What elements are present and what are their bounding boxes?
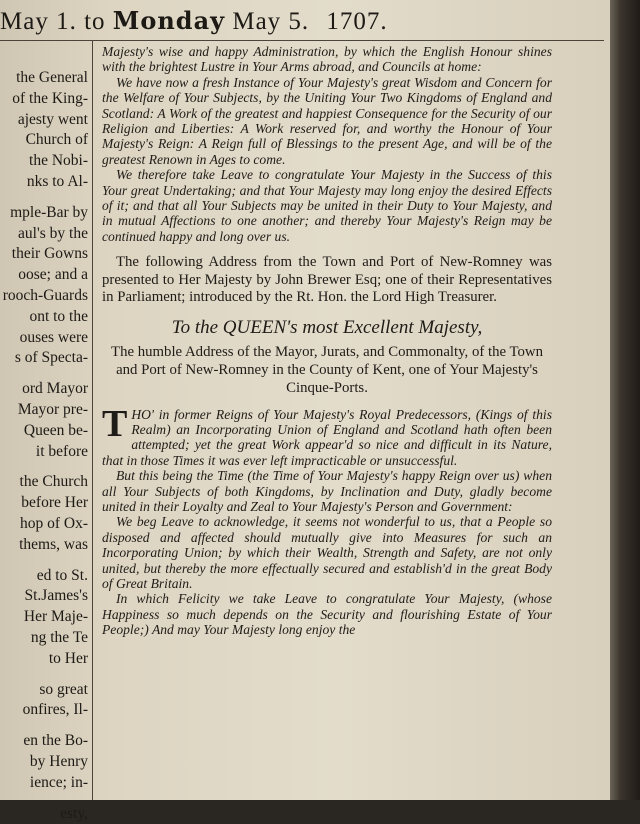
address-heading: To the QUEEN's most Excellent Majesty,	[102, 317, 552, 339]
left-column	[0, 68, 88, 824]
left-column-line: ience; in-	[0, 773, 88, 794]
address-paragraph-7: In which Felicity we take Leave to congratulate Your Majesty, (whose Happiness so much depends on the Security and flourishing Estate of Your People;) And may Your Majesty long enjoy the	[102, 591, 552, 637]
left-column-line: by Henry	[0, 752, 88, 773]
left-column-line: ajesty went	[0, 110, 88, 131]
left-column-line: aul's by the	[0, 224, 88, 245]
left-column-line: mple-Bar by	[0, 203, 88, 224]
left-column-line: Queen be-	[0, 421, 88, 442]
address-paragraph-6: We beg Leave to acknowledge, it seems not wonderful to us, that a People so disposed and affected should mutually give into Measures for such an Incorporating Union; by which their Wealth, Strength and Safety, are not only united, but thereby the more effectually secured and establish'd in the great Body of Great Britain.	[102, 514, 552, 591]
left-column-line: Mayor pre-	[0, 400, 88, 421]
left-column-line: it before	[0, 442, 88, 463]
left-column-gap	[0, 721, 88, 731]
date-end: May 5.	[232, 8, 309, 35]
drop-cap: T	[102, 409, 127, 439]
column-rule	[92, 41, 93, 800]
date-start: May 1. to	[0, 8, 106, 35]
left-column-line: to Her	[0, 649, 88, 670]
left-column-line: their Gowns	[0, 244, 88, 265]
left-column-line: St.James's	[0, 586, 88, 607]
left-column-gap	[0, 670, 88, 680]
left-column-line: en the Bo-	[0, 731, 88, 752]
left-column-line: esty,	[0, 804, 88, 824]
page-header	[0, 6, 600, 36]
left-column-line: thems, was	[0, 535, 88, 556]
page-edge-shadow	[610, 0, 640, 800]
left-column-line: ed to St.	[0, 566, 88, 587]
left-column-gap	[0, 794, 88, 804]
left-column-line: onfires, Il-	[0, 700, 88, 721]
left-column-line: of the King-	[0, 89, 88, 110]
left-column-line: before Her	[0, 493, 88, 514]
left-column-line: the General	[0, 68, 88, 89]
left-column-line: hop of Ox-	[0, 514, 88, 535]
left-column-line: so great	[0, 680, 88, 701]
left-column-gap	[0, 369, 88, 379]
left-column-line: s of Specta-	[0, 348, 88, 369]
left-column-line: Church of	[0, 130, 88, 151]
left-column-line: nks to Al-	[0, 172, 88, 193]
left-column-line: ord Mayor	[0, 379, 88, 400]
header-rule	[0, 40, 604, 41]
left-column-line: ont to the	[0, 307, 88, 328]
left-column-line: oose; and a	[0, 265, 88, 286]
left-column-line: the Nobi-	[0, 151, 88, 172]
left-column-line: ng the Te	[0, 628, 88, 649]
presentation-note: The following Address from the Town and Port of New-Romney was presented to Her Majesty by John Brewer Esq; one of their Representatives in Parliament; introduced by the Rt. Hon. the Lord High Treasurer.	[102, 254, 552, 306]
main-column	[102, 44, 552, 638]
year: 1707.	[326, 8, 387, 35]
humble-address-title: The humble Address of the Mayor, Jurats, and Commonalty, of the Town and Port of New-Romney in the County of Kent, one of Your Majesty's Cinque-Ports.	[108, 343, 546, 397]
left-column-line: the Church	[0, 472, 88, 493]
left-column-line: ouses were	[0, 328, 88, 349]
left-column-gap	[0, 556, 88, 566]
address-paragraph-1: Majesty's wise and happy Administration, by which the English Honour shines with the brightest Lustre in Your Arms abroad, and Councils at home:	[102, 44, 552, 75]
left-column-gap	[0, 193, 88, 203]
address-paragraph-5: But this being the Time (the Time of Your Majesty's happy Reign over us) when all Your Subjects of both Kingdoms, by Inclination and Duty, gladly become united in their Loyalty and Zeal to Your Majesty's Person and Government:	[102, 468, 552, 514]
weekday: Monday	[113, 6, 225, 35]
address-paragraph-2: We have now a fresh Instance of Your Majesty's great Wisdom and Concern for the Welfare of Your Subjects, by the Uniting Your Two Kingdoms of England and Scotland: A Work of the greatest and happiest Consequence for the Security of our Religion and Liberties: A Work reserved for, and worthy the Honour of Your Majesty's Reign: A Reign full of Blessings to the present Age, and will be of the greatest Renown in Ages to come.	[102, 75, 552, 167]
left-column-line: rooch-Guards	[0, 286, 88, 307]
address-paragraph-3: We therefore take Leave to congratulate Your Majesty in the Success of this Your great Undertaking; and that Your Majesty may long enjoy the desired Effects of it; and that all Your Subjects may be united in their Duty to Your Majesty, and in mutual Affections to one another; and thereby Your Majesty's Reign may be continued happy and long over us.	[102, 167, 552, 244]
address-paragraph-4: HO' in former Reigns of Your Majesty's Royal Predecessors, (Kings of this Realm) an Incorporating Union of England and Scotland hath often been attempted; yet the great Work appear'd so nice and difficult in its Nature, that in those Times it was ever left impracticable or unsuccessful.	[102, 407, 552, 468]
left-column-gap	[0, 462, 88, 472]
left-column-line: Her Maje-	[0, 607, 88, 628]
